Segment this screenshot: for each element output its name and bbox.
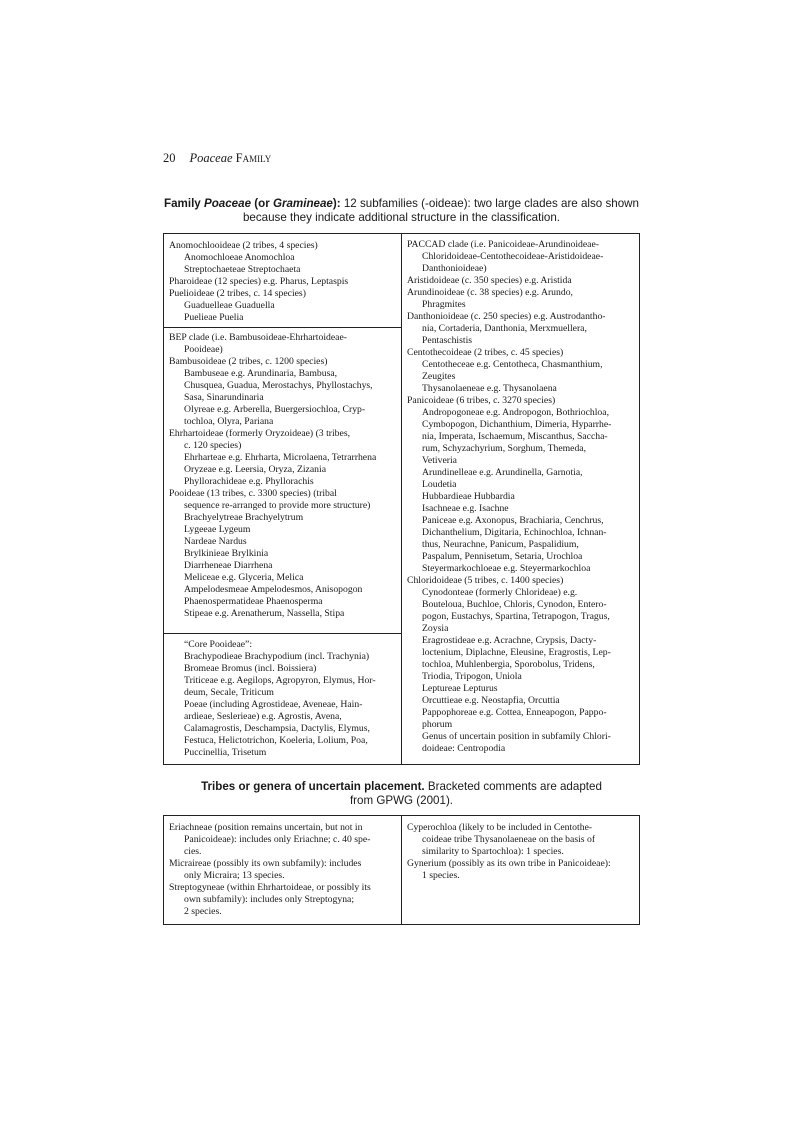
table-line: Panicoideae): includes only Eriachne; c. 40 spe-: [184, 834, 371, 845]
table-line: Chloridoideae-Centothecoideae-Aristidoideae-: [422, 251, 604, 262]
table-line: Gynerium (possibly as its own tribe in Panicoideae):: [407, 858, 611, 869]
table-line: deum, Secale, Triticum: [184, 687, 274, 698]
table-line: Isachneae e.g. Isachne: [422, 503, 509, 514]
table-line: Guaduelleae Guaduella: [184, 300, 275, 311]
table-line: Loudetia: [422, 479, 457, 490]
table-line: Danthonioideae (c. 250 species) e.g. Austrodantho-: [407, 311, 606, 322]
table-line: Pappophoreae e.g. Cottea, Enneapogon, Pappo-: [422, 707, 607, 718]
running-head: [163, 150, 271, 166]
table-line: Orcuttieae e.g. Neostapfia, Orcuttia: [422, 695, 560, 706]
caption-rest: 12 subfamilies (-oideae): two large clades are also shown: [340, 197, 639, 210]
table-line: own subfamily): includes only Streptogyna;: [184, 894, 355, 905]
table-line: Micraireae (possibly its own subfamily): includes: [169, 858, 362, 869]
table-line: Panicoideae (6 tribes, c. 3270 species): [407, 395, 556, 406]
caption-bold-poaceae: Poaceae: [203, 197, 252, 210]
table-line: tochloa, Muhlenbergia, Sporobolus, Tridens,: [422, 659, 595, 670]
table-line: Streptochaeteae Streptochaeta: [184, 264, 301, 275]
table-line: rum, Schyzachyrium, Sorghum, Themeda,: [422, 443, 587, 454]
caption-bold-gramineae: Gramineae: [272, 197, 333, 210]
table-line: Bromeae Bromus (incl. Boissiera): [184, 663, 317, 674]
table-line: Poeae (including Agrostideae, Aveneae, Hain-: [184, 699, 363, 710]
table-line: Puelioideae (2 tribes, c. 14 species): [169, 288, 306, 299]
table-line: Anomochloeae Anomochloa: [184, 252, 295, 263]
table-line: Leptureae Lepturus: [422, 683, 498, 694]
table-line: thus, Neurachne, Panicum, Paspalidium,: [422, 539, 579, 550]
table-line: Paniceae e.g. Axonopus, Brachiaria, Cenchrus,: [422, 515, 604, 526]
caption-line-2: because they indicate additional structure in the classification.: [242, 211, 561, 224]
table-line: Arundinoideae (c. 38 species) e.g. Arundo,: [407, 287, 573, 298]
table-line: 1 species.: [422, 870, 460, 881]
uncertain-placement-table: [163, 815, 640, 925]
caption-bold-e: ):: [332, 197, 341, 210]
table-line: doideae: Centropodia: [422, 743, 506, 754]
table-line: Ampelodesmeae Ampelodesmos, Anisopogon: [184, 584, 363, 595]
table-line: Phyllorachideae e.g. Phyllorachis: [184, 476, 314, 487]
table-line: tochloa, Olyra, Pariana: [184, 416, 274, 427]
table-line: Zoysia: [422, 623, 449, 634]
table-line: Lygeeae Lygeum: [184, 524, 251, 535]
table-line: Nardeae Nardus: [184, 536, 247, 547]
table-line: similarity to Spartochloa): 1 species.: [422, 846, 564, 857]
running-title: [190, 151, 272, 165]
table-line: Brylkinieae Brylkinia: [184, 548, 269, 559]
table-line: Pentaschistis: [422, 335, 473, 346]
table-line: Arundinelleae e.g. Arundinella, Garnotia,: [422, 467, 583, 478]
table-line: Danthonioideae): [422, 263, 487, 274]
table-line: BEP clade (i.e. Bambusoideae-Ehrhartoideae-: [169, 332, 347, 343]
table-line: coideae tribe Thysanolaeneae on the basis of: [422, 834, 596, 845]
table-line: PACCAD clade (i.e. Panicoideae-Arundinoideae-: [407, 239, 599, 250]
table-line: Pooideae (13 tribes, c. 3300 species) (tribal: [169, 488, 337, 499]
table-line: phorum: [422, 719, 453, 730]
uncertain-placement-caption: [163, 780, 640, 808]
table-line: Dichanthelium, Digitaria, Echinochloa, Ichnan-: [422, 527, 607, 538]
bep-clade-section: [164, 327, 401, 634]
table-line: Zeugites: [422, 371, 456, 382]
table-line: ardieae, Seslerieae) e.g. Agrostis, Avena,: [184, 711, 342, 722]
table-line: Genus of uncertain position in subfamily Chlori-: [422, 731, 611, 742]
table-line: Bambuseae e.g. Arundinaria, Bambusa,: [184, 368, 338, 379]
caption2-rest: Bracketed comments are adapted: [424, 780, 602, 793]
core-pooideae-section: [164, 634, 401, 766]
table-line: Centotheceae e.g. Centotheca, Chasmanthium,: [422, 359, 603, 370]
table-line: Thysanolaeneae e.g. Thysanolaena: [422, 383, 557, 394]
table-line: Puelieae Puelia: [184, 312, 244, 323]
table-line: Andropogoneae e.g. Andropogon, Bothriochloa,: [422, 407, 609, 418]
table-line: Eriachneae (position remains uncertain, but not in: [169, 822, 363, 833]
table-line: Triodia, Tripogon, Uniola: [422, 671, 522, 682]
table-caption-main: [163, 197, 640, 225]
table-line: Brachyelytreae Brachyelytrum: [184, 512, 304, 523]
table-line: Olyreae e.g. Arberella, Buergersiochloa, Cryp-: [184, 404, 366, 415]
table-line: 2 species.: [184, 906, 222, 917]
table-line: Festuca, Helictotrichon, Koeleria, Lolium, Poa,: [184, 735, 368, 746]
table-line: Pharoideae (12 species) e.g. Pharus, Leptaspis: [169, 276, 349, 287]
uncertain-left-column: [164, 816, 402, 924]
classification-table: [163, 233, 640, 765]
table-line: Hubbardieae Hubbardia: [422, 491, 515, 502]
uncertain-right-section: [402, 816, 639, 924]
table-line: nia, Imperata, Ischaemum, Miscanthus, Saccha-: [422, 431, 608, 442]
uncertain-left-section: [164, 816, 401, 924]
caption-bold-a: Family: [164, 197, 204, 210]
table-line: cies.: [184, 846, 202, 857]
caption-line-1: [163, 197, 640, 211]
table-line: only Micraira; 13 species.: [184, 870, 285, 881]
table-line: Pooideae): [184, 344, 223, 355]
table-line: sequence re-arranged to provide more structure): [184, 500, 371, 511]
table-line: Bouteloua, Buchloe, Chloris, Cynodon, Entero-: [422, 599, 607, 610]
caption2-line-1: [163, 780, 640, 794]
caption2-bold: Tribes or genera of uncertain placement.: [201, 780, 425, 793]
table-line: Calamagrostis, Deschampsia, Dactylis, Elymus,: [184, 723, 370, 734]
table-line: Phaenospermatideae Phaenosperma: [184, 596, 323, 607]
early-subfamilies-section: [164, 234, 401, 328]
paccad-clade-section: [402, 234, 639, 764]
table-line: Centothecoideae (2 tribes, c. 45 species): [407, 347, 564, 358]
table-line: Chloridoideae (5 tribes, c. 1400 species): [407, 575, 564, 586]
table-line: Meliceae e.g. Glyceria, Melica: [184, 572, 304, 583]
table-line: Triticeae e.g. Aegilops, Agropyron, Elymus, Hor-: [184, 675, 376, 686]
caption2-line-2: from GPWG (2001).: [349, 794, 454, 807]
table-line: Vetiveria: [422, 455, 457, 466]
table-line: Diarrheneae Diarrhena: [184, 560, 273, 571]
table-line: Cynodonteae (formerly Chlorideae) e.g.: [422, 587, 578, 598]
table-line: Brachypodieae Brachypodium (incl. Trachynia): [184, 651, 370, 662]
table-line: Paspalum, Pennisetum, Setaria, Urochloa: [422, 551, 583, 562]
running-title-word: Family: [235, 151, 272, 165]
table-line: “Core Pooideae”:: [184, 639, 253, 650]
running-title-family-name: Poaceae: [189, 151, 233, 165]
table-line: Chusquea, Guadua, Merostachys, Phyllostachys,: [184, 380, 373, 391]
table-line: Oryzeae e.g. Leersia, Oryza, Zizania: [184, 464, 326, 475]
classification-left-column: [164, 234, 402, 764]
table-line: Stipeae e.g. Arenatherum, Nassella, Stipa: [184, 608, 345, 619]
table-line: loctenium, Diplachne, Eleusine, Eragrostis, Lep-: [422, 647, 611, 658]
table-line: Ehrhartoideae (formerly Oryzoideae) (3 tribes,: [169, 428, 351, 439]
table-line: Puccinellia, Trisetum: [184, 747, 267, 758]
uncertain-right-column: [402, 816, 639, 924]
table-line: Steyermarkochloeae e.g. Steyermarkochloa: [422, 563, 591, 574]
table-line: Ehrharteae e.g. Ehrharta, Microlaena, Tetrarrhena: [184, 452, 377, 463]
table-line: Cyperochloa (likely to be included in Centothe-: [407, 822, 593, 833]
caption-bold-c: (or: [251, 197, 273, 210]
table-line: c. 120 species): [184, 440, 242, 451]
table-line: Sasa, Sinarundinaria: [184, 392, 264, 403]
table-line: Streptogyneae (within Ehrhartoideae, or possibly its: [169, 882, 371, 893]
page-number: 20: [163, 151, 176, 165]
table-line: Aristidoideae (c. 350 species) e.g. Aristida: [407, 275, 572, 286]
table-line: pogon, Eustachys, Spartina, Tetrapogon, Tragus,: [422, 611, 610, 622]
table-line: Eragrostideae e.g. Acrachne, Crypsis, Dacty-: [422, 635, 597, 646]
table-line: Anomochlooideae (2 tribes, 4 species): [169, 240, 318, 251]
classification-right-column: [402, 234, 639, 764]
table-line: Phragmites: [422, 299, 466, 310]
table-line: Bambusoideae (2 tribes, c. 1200 species): [169, 356, 328, 367]
table-line: Cymbopogon, Dichanthium, Dimeria, Hyparrhe-: [422, 419, 612, 430]
table-line: nia, Cortaderia, Danthonia, Merxmuellera,: [422, 323, 587, 334]
